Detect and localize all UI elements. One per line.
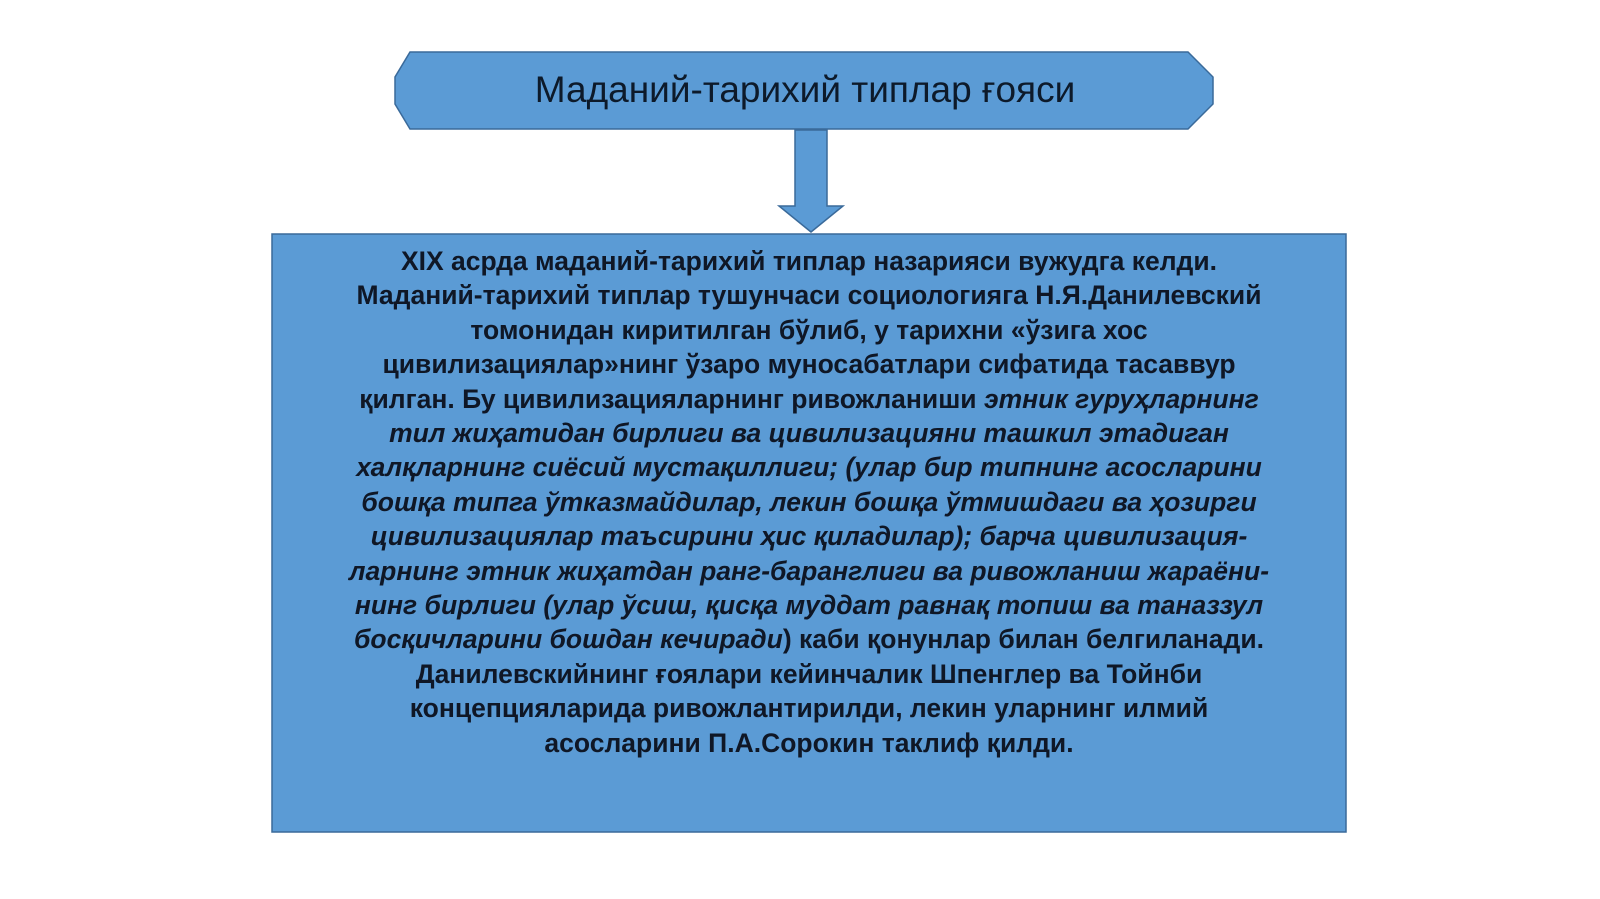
body-text-segment: цивилизациялар»нинг ўзаро муносабатлари сифатида тасаввур xyxy=(382,349,1236,380)
body-text-segment: асосларини П.А.Сорокин таклиф қилди. xyxy=(544,727,1074,758)
body-italic-segment: цивилизациялар таъсирини ҳис қиладилар); барча цивилизация- xyxy=(370,521,1248,552)
body-text-segment: ) каби қонунлар билан белгиланади. xyxy=(782,624,1265,655)
body-line xyxy=(276,382,1342,416)
body-italic-segment: тил жиҳатидан бирлиги ва цивилизацияни ташкил этадиган xyxy=(389,418,1229,449)
body-line xyxy=(276,554,1342,588)
body-line xyxy=(276,622,1342,656)
body-line xyxy=(276,588,1342,622)
body-paragraph xyxy=(276,244,1342,760)
body-line xyxy=(276,726,1342,760)
body-italic-segment: босқичларини бошдан кечиради xyxy=(353,624,783,655)
body-text-segment: томонидан киритилган бўлиб, у тарихни «ўзига хос xyxy=(470,314,1148,345)
body-text-segment: Данилевскийнинг ғоялари кейинчалик Шпенглер ва Тойнби xyxy=(415,658,1203,689)
body-text-segment: Маданий-тарихий типлар тушунчаси социологияга Н.Я.Данилевский xyxy=(356,280,1262,311)
body-line xyxy=(276,691,1342,725)
body-italic-segment: нинг бирлиги (улар ўсиш, қисқа муддат равнақ топиш ва таназзул xyxy=(354,590,1264,621)
body-line xyxy=(276,278,1342,312)
body-line xyxy=(276,519,1342,553)
body-line xyxy=(276,450,1342,484)
body-text-segment: концепцияларида ривожлантирилди, лекин уларнинг илмий xyxy=(409,693,1209,724)
body-line xyxy=(276,416,1342,450)
body-line xyxy=(276,657,1342,691)
body-text-segment: XIX асрда маданий-тарихий типлар назарияси вужудга келди. xyxy=(400,246,1218,276)
body-line xyxy=(276,485,1342,519)
body-italic-segment: бошқа типга ўтказмайдилар, лекин бошқа ўтмишдаги ва ҳозирги xyxy=(361,486,1257,517)
body-text-segment: қилган. Бу цивилизацияларнинг ривожланиши xyxy=(359,383,984,414)
body-line xyxy=(276,244,1342,278)
body-line xyxy=(276,313,1342,347)
body-italic-segment: халқларнинг сиёсий мустақиллиги; (улар бир типнинг асосларини xyxy=(356,452,1262,483)
down-arrow-connector xyxy=(779,130,843,232)
body-line xyxy=(276,347,1342,381)
body-italic-segment: ларнинг этник жиҳатдан ранг-баранглиги ва ривожланиш жараёни- xyxy=(348,555,1270,586)
body-italic-segment: этник гуруҳларнинг xyxy=(983,383,1259,414)
title-text: Маданий-тарихий типлар ғояси xyxy=(534,69,1076,110)
